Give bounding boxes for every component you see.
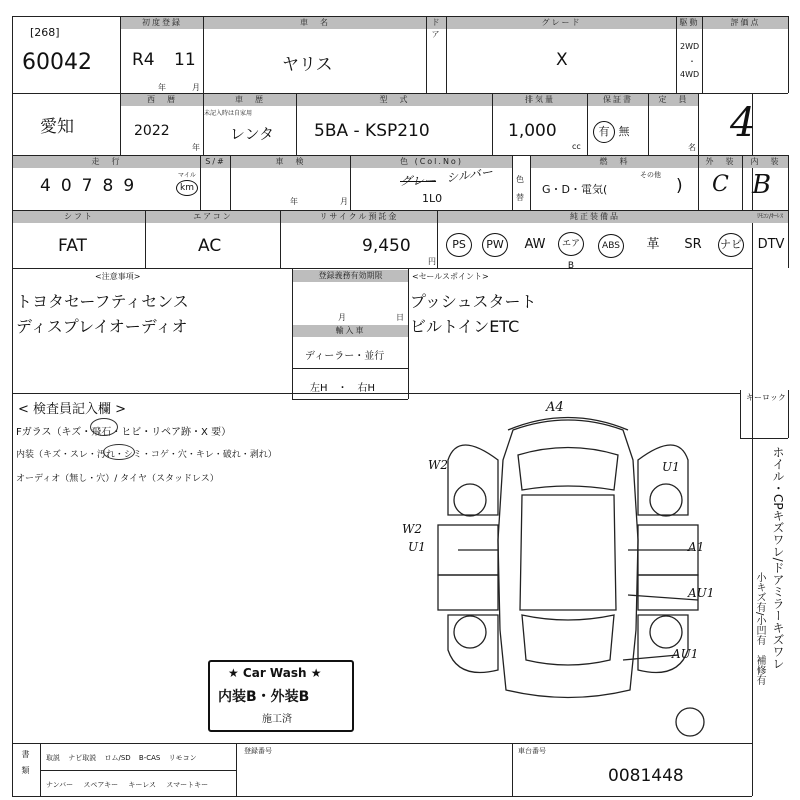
first-reg-year-unit: 年 bbox=[158, 83, 166, 92]
mark-left-mid1: W2 bbox=[402, 522, 422, 536]
exterior-value: C bbox=[712, 172, 729, 197]
mark-right-bottom: AU1 bbox=[672, 647, 699, 661]
usage-header: 車 歴 bbox=[204, 94, 296, 106]
doors-header: ドア bbox=[427, 17, 446, 29]
side-note-sub: 小キズ有/小凹有 補修有 bbox=[754, 572, 765, 686]
evaluation-header: 評価点 bbox=[703, 17, 788, 29]
side-note-top: ホイル・CPキズワレ/ドアミラーキズワレ bbox=[771, 446, 785, 670]
warranty-header: 保証書 bbox=[588, 94, 648, 106]
mileage-header: 走 行 bbox=[13, 156, 200, 168]
auction-sheet: [268] 60042 初度登録 R4 11 年 月 車 名 ヤリス ドア グレード X 駆動 2WD ・ 4WD 評価点 愛知 西 暦 2022 年 車 歴 未記入時は自家用 レンタ 型 式 5BA - KSP210 排気量 1,000 cc 保証書 有 無 定 員 名 4 走 行 40789 マイル km S/# 車 検 年 月 色 (Col.No) グレー シルバー 1L0 色 替 燃 料 G・D・電気( その他 ) 外 装 C 内 装 B シフト FAT エアコン AC リサイクル預託金 9,450 円 純正装備品 ﾘﾓｺﾝ/ｷｰﾚｽ PS PW AW エアB ABS 革 SR ナビ DTV <注意事項> トヨタセーフティセンス ディスプレイオーディオ 登録義務有効期限 月 日 輸入車 ディーラー・並行 左H ・ 右H <セールスポイント> プッシュスタート ビルトインETC < 検査員記入欄 > Fガラス（キズ・飛石・ヒビ・リペア跡・X 要） 内装（キズ・スレ・汚れ・シミ・コゲ・穴・キレ・破れ・剥れ） オーディオ（無し・穴）/ タイヤ（スタッドレス） A4 W2 W2 U1 U1 A1 AU1 AU1 ★ Car Wash ★ 内装B・外装B 施工済 キーロック ホイル・CPキズワレ/ドアミラーキズワレ 小キズ有/小凹有 補修有 書類 取説 ナビ取説 ロム/SD B-CAS リモコン ナンバー スペアキー キーレス スマートキー 登録番号 車台番号 0081448 bbox=[0, 0, 800, 800]
exterior-header: 外 装 bbox=[699, 156, 742, 168]
inspector-line-1: Fガラス（キズ・飛石・ヒビ・リペア跡・X 要） bbox=[16, 427, 232, 438]
note-line-2: ディスプレイオーディオ bbox=[16, 317, 188, 336]
reg-no-header: 登録番号 bbox=[244, 747, 272, 755]
mark-right-low: AU1 bbox=[688, 586, 715, 600]
fuel-options: G・D・電気( bbox=[542, 183, 608, 196]
warranty-no: 無 bbox=[618, 125, 630, 138]
aircon-header: エアコン bbox=[146, 211, 280, 223]
mileage-digits: 40789 bbox=[40, 176, 145, 196]
footer-docs-label: 書類 bbox=[21, 750, 30, 782]
model-name-header: 車 名 bbox=[204, 17, 426, 29]
model-code-header: 型 式 bbox=[297, 94, 492, 106]
drive-2wd: 2WD bbox=[680, 42, 700, 51]
lot-number: 60042 bbox=[22, 50, 92, 75]
equip-pw: PW bbox=[476, 232, 514, 258]
sales-line-2: ビルトインETC bbox=[410, 317, 520, 336]
recycle-value: 9,450 bbox=[362, 236, 411, 256]
equip-leather: 革 bbox=[646, 237, 660, 252]
footer-r2-3: スマートキー bbox=[166, 781, 209, 789]
mark-left-top: W2 bbox=[428, 458, 448, 472]
footer-r2-2: キーレス bbox=[128, 781, 157, 789]
car-diagram bbox=[418, 400, 718, 740]
carwash-stamp: ★ Car Wash ★ 内装B・外装B 施工済 bbox=[208, 660, 354, 732]
first-reg-era-year: R4 bbox=[132, 50, 155, 70]
chassis-header: 車台番号 bbox=[518, 747, 546, 755]
capacity-header: 定 員 bbox=[649, 94, 698, 106]
inspector-line-3: オーディオ（無し・穴）/ タイヤ（スタッドレス） bbox=[16, 474, 219, 484]
evaluation-value: 4 bbox=[730, 100, 756, 146]
shift-value: FAT bbox=[58, 236, 87, 256]
footer-r1-1: ナビ取説 bbox=[68, 754, 97, 762]
year-header: 西 暦 bbox=[121, 94, 203, 106]
mileage-km: km bbox=[176, 180, 198, 196]
warranty-yes: 有 bbox=[593, 121, 615, 143]
first-reg-month: 11 bbox=[174, 50, 196, 70]
equip-abs: ABS bbox=[592, 232, 630, 258]
year-value: 2022 bbox=[134, 123, 170, 139]
footer-r1-3: B-CAS bbox=[138, 754, 161, 762]
mark-left-mid2: U1 bbox=[408, 540, 426, 554]
displacement-value: 1,000 bbox=[508, 121, 557, 141]
grade-header: グレード bbox=[447, 17, 676, 29]
equip-aw: AW bbox=[524, 237, 546, 252]
mark-right-mid: A1 bbox=[688, 540, 705, 554]
shift-header: シフト bbox=[13, 211, 145, 223]
equip-navi: ナビ bbox=[712, 232, 750, 258]
interior-value: B bbox=[752, 170, 772, 200]
first-reg-header: 初度登録 bbox=[121, 17, 203, 29]
sales-header: <セールスポイント> bbox=[412, 272, 489, 281]
equip-dtv: DTV bbox=[757, 237, 785, 252]
sales-line-1: プッシュスタート bbox=[410, 292, 537, 311]
mark-front: A4 bbox=[546, 400, 564, 415]
inspector-header: < 検査員記入欄 > bbox=[18, 402, 127, 417]
shaken-header: 車 検 bbox=[231, 156, 350, 168]
mark-right-top: U1 bbox=[662, 460, 680, 474]
equip-airbag: エアB bbox=[552, 232, 590, 278]
note-line-1: トヨタセーフティセンス bbox=[16, 292, 189, 311]
drive-header: 駆動 bbox=[677, 17, 702, 29]
inspector-line-2: 内装（キズ・スレ・汚れ・シミ・コゲ・穴・キレ・破れ・剥れ） bbox=[16, 450, 277, 460]
region: 愛知 bbox=[40, 117, 74, 137]
chip-circle bbox=[90, 418, 118, 436]
equipment-header: 純正装備品 bbox=[438, 211, 752, 223]
model-name: ヤリス bbox=[282, 55, 333, 75]
chassis-value: 0081448 bbox=[608, 766, 684, 786]
color-code: 1L0 bbox=[422, 192, 443, 205]
color-value: シルバー bbox=[445, 164, 494, 186]
notes-header: <注意事項> bbox=[95, 272, 141, 281]
model-code: 5BA - KSP210 bbox=[314, 121, 430, 141]
import-header: 輸入車 bbox=[293, 325, 408, 337]
footer-r1-0: 取説 bbox=[46, 754, 60, 762]
s-flag-header: S/# bbox=[201, 156, 230, 168]
footer-r1-4: リモコン bbox=[168, 754, 197, 762]
lot-code: [268] bbox=[30, 26, 60, 39]
equip-sr: SR bbox=[684, 237, 702, 252]
fuel-header: 燃 料 bbox=[531, 156, 698, 168]
dirt-circle bbox=[103, 444, 135, 460]
reg-valid-header: 登録義務有効期限 bbox=[293, 270, 408, 282]
grade-value: X bbox=[556, 50, 568, 70]
import-steer: 左H ・ 右H bbox=[310, 383, 376, 394]
recycle-header: リサイクル預託金 bbox=[281, 211, 437, 223]
first-reg-month-unit: 月 bbox=[192, 83, 200, 92]
color-header: 色 (Col.No) bbox=[351, 156, 512, 168]
interior-header: 内 装 bbox=[743, 156, 788, 168]
equip-ps: PS bbox=[440, 232, 478, 258]
footer-r2-1: スペアキー bbox=[83, 781, 119, 789]
footer-r2-0: ナンバー bbox=[46, 781, 74, 789]
aircon-value: AC bbox=[198, 236, 222, 256]
keylock-label: キーロック bbox=[746, 393, 786, 402]
displacement-header: 排気量 bbox=[493, 94, 587, 106]
footer-r1-2: ロム/SD bbox=[104, 754, 131, 762]
keyless-header: ﾘﾓｺﾝ/ｷｰﾚｽ bbox=[752, 211, 788, 223]
usage-value: レンタ bbox=[230, 125, 275, 143]
drive-4wd: 4WD bbox=[680, 70, 700, 79]
color-struck: グレー bbox=[400, 174, 437, 188]
import-dealer: ディーラー・並行 bbox=[305, 351, 385, 362]
